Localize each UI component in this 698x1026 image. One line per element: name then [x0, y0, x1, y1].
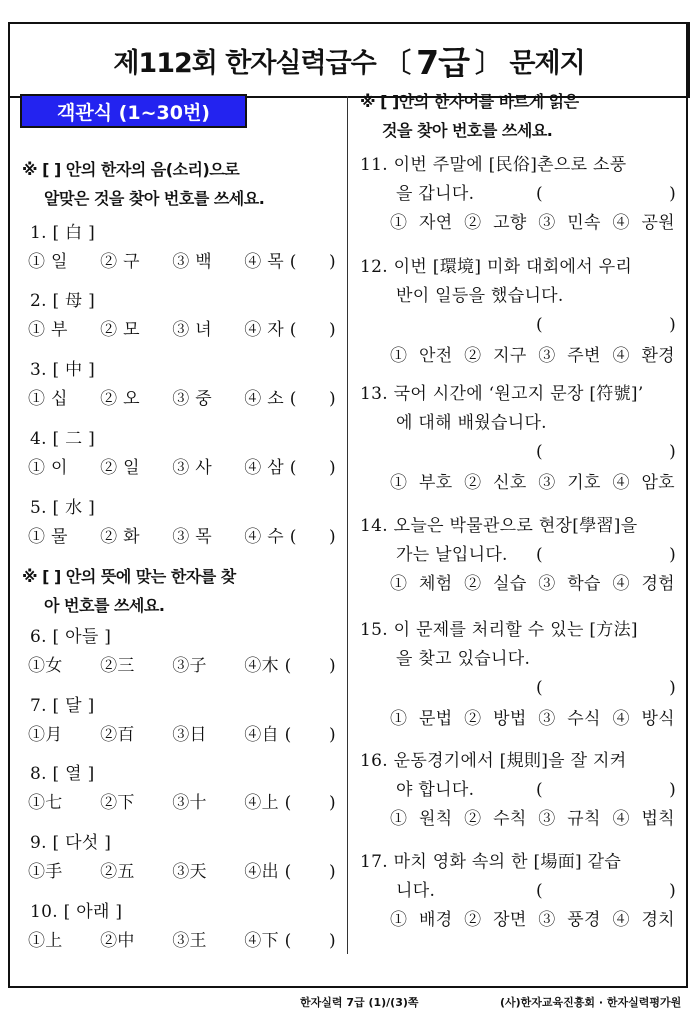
question-line — [360, 151, 676, 180]
paren-open: ( — [536, 315, 543, 335]
paren-close: ) — [669, 315, 676, 335]
question-line — [360, 541, 676, 570]
option: ④下 ( — [244, 931, 292, 951]
option: ② 일 — [100, 458, 140, 478]
question-line — [360, 512, 676, 541]
option: ③ 목 — [172, 527, 212, 547]
answer-paren-close: ) — [329, 527, 336, 547]
question-text: 가는 날입니다. — [396, 545, 508, 565]
option: ②中 — [100, 931, 135, 951]
paren-close: ) — [669, 545, 676, 565]
question-text: 반이 일등을 했습니다. — [396, 286, 564, 306]
option: ③ 사 — [172, 458, 212, 478]
option: ③子 — [172, 656, 207, 676]
question-5 — [30, 494, 336, 552]
answer-paren-close: ) — [329, 252, 336, 272]
paren-open: ( — [536, 780, 543, 800]
option: ① 이 — [28, 458, 68, 478]
title-text: 제112회 한자실력급수 — [113, 47, 376, 79]
option: ①手 — [28, 862, 63, 882]
question-12 — [360, 253, 676, 371]
option: ② 화 — [100, 527, 140, 547]
question-text: 을 갑니다. — [396, 184, 475, 204]
question-10 — [30, 898, 336, 956]
question-text: 야 합니다. — [396, 780, 475, 800]
option: ③ 녀 — [172, 320, 212, 340]
option: ② 모 — [100, 320, 140, 340]
option: ①七 — [28, 793, 63, 813]
question-1 — [30, 219, 336, 277]
option: ③天 — [172, 862, 207, 882]
question-line — [360, 776, 676, 805]
question-2 — [30, 287, 336, 345]
option: ①女 — [28, 656, 63, 676]
instruction-line: 것을 찾아 번호를 쓰세요. — [382, 121, 553, 140]
option: ① 십 — [28, 389, 68, 409]
question-stem: 3. [ 中 ] — [30, 360, 96, 380]
answer-options — [28, 316, 336, 345]
paren-open: ( — [536, 545, 543, 565]
answer-options — [28, 454, 336, 483]
option: ② 오 — [100, 389, 140, 409]
option: ①上 — [28, 931, 63, 951]
question-3 — [30, 356, 336, 414]
option: ① 일 — [28, 252, 68, 272]
option: ④木 ( — [244, 656, 292, 676]
answer-options — [28, 523, 336, 552]
question-line — [360, 180, 676, 209]
option: ③十 — [172, 793, 207, 813]
instruction-line: 아 번호를 쓰세요. — [44, 596, 165, 615]
answer-options — [28, 927, 336, 956]
option: ③ 백 — [172, 252, 212, 272]
question-15 — [360, 616, 676, 734]
answer-blank — [536, 180, 676, 209]
option: ③王 — [172, 931, 207, 951]
instruction — [360, 87, 579, 145]
answer-paren-close: ) — [329, 320, 336, 340]
paren-close: ) — [669, 678, 676, 698]
title-suffix: 문제지 — [509, 47, 585, 79]
answer-options: ① 체험 ② 실습 ③ 학습 ④ 경험 — [390, 574, 675, 594]
question-8 — [30, 760, 336, 818]
answer-paren-close: ) — [329, 793, 336, 813]
question-9 — [30, 829, 336, 887]
title-bracket: 〔 — [384, 47, 411, 79]
question-text: 16. 운동경기에서 [規則]을 잘 지켜 — [360, 751, 627, 771]
question-13 — [360, 380, 676, 498]
question-stem: 1. [ 白 ] — [30, 223, 96, 243]
option: ②五 — [100, 862, 135, 882]
answer-options: ① 배경 ② 장면 ③ 풍경 ④ 경치 — [390, 910, 675, 930]
footer-page: 한자실력 7급 (1)/(3)쪽 — [300, 996, 419, 1009]
question-line — [360, 253, 676, 282]
answer-blank — [536, 776, 676, 805]
title-bracket: 〕 — [475, 47, 501, 79]
answer-options — [28, 385, 336, 414]
option: ④ 소 ( — [244, 389, 297, 409]
question-6 — [30, 623, 336, 681]
question-stem: 10. [ 아래 ] — [30, 902, 123, 922]
question-16 — [360, 747, 676, 834]
question-line — [360, 747, 676, 776]
paren-close: ) — [669, 184, 676, 204]
answer-options — [28, 789, 336, 818]
option: ① 부 — [28, 320, 68, 340]
question-line — [360, 311, 676, 340]
answer-paren-close: ) — [329, 656, 336, 676]
option: ④ 목 ( — [244, 252, 297, 272]
answer-paren-close: ) — [329, 389, 336, 409]
footer-publisher: (사)한자교육진흥회 · 한자실력평가원 — [500, 996, 682, 1009]
answer-paren-close: ) — [329, 458, 336, 478]
answer-options — [28, 858, 336, 887]
question-text: 니다. — [396, 881, 436, 901]
question-stem: 6. [ 아들 ] — [30, 627, 112, 647]
question-4 — [30, 425, 336, 483]
answer-options: ① 자연 ② 고향 ③ 민속 ④ 공원 — [390, 213, 675, 233]
section-badge: 객관식 (1~30번) — [20, 94, 247, 128]
question-text: 14. 오늘은 박물관으로 현장[學習]을 — [360, 516, 638, 536]
paren-open: ( — [536, 184, 543, 204]
answer-options — [28, 721, 336, 750]
answer-blank — [536, 541, 676, 570]
paren-close: ) — [669, 881, 676, 901]
question-line — [360, 409, 676, 438]
answer-blank — [536, 311, 676, 340]
question-line — [360, 616, 676, 645]
question-line — [360, 848, 676, 877]
question-line — [360, 282, 676, 311]
option: ④ 수 ( — [244, 527, 297, 547]
option: ②百 — [100, 725, 135, 745]
answer-paren-close: ) — [329, 931, 336, 951]
option: ② 구 — [100, 252, 140, 272]
answer-blank — [536, 877, 676, 906]
instruction-line: ※ [ ] 안의 한자의 음(소리)으로 — [22, 160, 240, 179]
question-7 — [30, 692, 336, 750]
question-stem: 7. [ 달 ] — [30, 696, 95, 716]
column-divider — [347, 96, 348, 954]
question-line — [360, 645, 676, 674]
question-17 — [360, 848, 676, 935]
question-stem: 8. [ 열 ] — [30, 764, 95, 784]
question-stem: 9. [ 다섯 ] — [30, 833, 112, 853]
paren-close: ) — [669, 442, 676, 462]
question-text: 을 찾고 있습니다. — [396, 649, 531, 669]
question-text: 15. 이 문제를 처리할 수 있는 [方法] — [360, 620, 638, 640]
question-stem: 5. [ 水 ] — [30, 498, 96, 518]
paren-open: ( — [536, 678, 543, 698]
instruction-line: ※ [ ]안의 한자어를 바르게 읽은 — [360, 92, 579, 111]
question-stem: 2. [ 母 ] — [30, 291, 96, 311]
instruction — [22, 562, 236, 620]
answer-options: ① 문법 ② 방법 ③ 수식 ④ 방식 — [390, 709, 675, 729]
answer-blank — [536, 674, 676, 703]
question-text: 12. 이번 [環境] 미화 대회에서 우리 — [360, 257, 633, 277]
answer-options — [28, 248, 336, 277]
answer-options: ① 부호 ② 신호 ③ 기호 ④ 암호 — [390, 473, 675, 493]
instruction-line: ※ [ ] 안의 뜻에 맞는 한자를 찾 — [22, 567, 236, 586]
option: ④ 자 ( — [244, 320, 297, 340]
answer-paren-close: ) — [329, 862, 336, 882]
option: ④出 ( — [244, 862, 292, 882]
question-stem: 4. [ 二 ] — [30, 429, 96, 449]
answer-blank — [536, 438, 676, 467]
question-text: 13. 국어 시간에 ‘원고지 문장 [符號]’ — [360, 384, 644, 404]
option: ③日 — [172, 725, 207, 745]
question-line — [360, 674, 676, 703]
option: ① 물 — [28, 527, 68, 547]
answer-options — [28, 652, 336, 681]
option: ④自 ( — [244, 725, 292, 745]
question-line — [360, 877, 676, 906]
instruction-line: 알맞은 것을 찾아 번호를 쓰세요. — [44, 189, 265, 208]
option: ②三 — [100, 656, 135, 676]
question-text: 17. 마치 영화 속의 한 [場面] 같습 — [360, 852, 622, 872]
option: ①月 — [28, 725, 63, 745]
title-grade: 7급 — [416, 42, 469, 82]
answer-options: ① 원칙 ② 수칙 ③ 규칙 ④ 법칙 — [390, 809, 675, 829]
option: ④上 ( — [244, 793, 292, 813]
question-text: 에 대해 배웠습니다. — [396, 413, 547, 433]
option: ②下 — [100, 793, 135, 813]
question-14 — [360, 512, 676, 599]
question-11 — [360, 151, 676, 238]
question-text: 11. 이번 주말에 [民俗]촌으로 소풍 — [360, 155, 627, 175]
answer-paren-close: ) — [329, 725, 336, 745]
paren-open: ( — [536, 442, 543, 462]
option: ③ 중 — [172, 389, 212, 409]
answer-options: ① 안전 ② 지구 ③ 주변 ④ 환경 — [390, 346, 675, 366]
paren-close: ) — [669, 780, 676, 800]
question-line — [360, 380, 676, 409]
page-title — [8, 22, 690, 98]
instruction — [22, 155, 264, 213]
question-line — [360, 438, 676, 467]
paren-open: ( — [536, 881, 543, 901]
option: ④ 삼 ( — [244, 458, 297, 478]
